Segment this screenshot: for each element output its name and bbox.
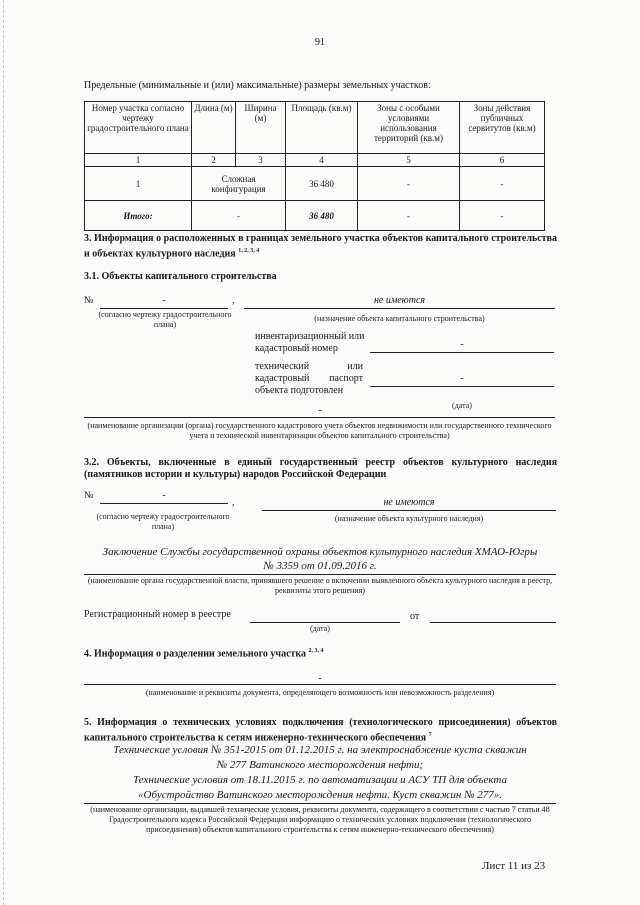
tech-passport-label: технический или кадастровый паспорт объекта подготовлен [255, 361, 363, 396]
comma: , [232, 295, 235, 306]
table-header: Зоны с особыми условиями использования территорий (кв.м) [358, 102, 460, 154]
table-cell: - [358, 167, 460, 201]
number-caption: (согласно чертежу градостроительного плана) [96, 512, 230, 531]
number-caption: (согласно чертежу градостроительного плана) [98, 310, 232, 329]
table-header: Зоны действия публичных сервитутов (кв.м) [460, 102, 545, 154]
division-line [84, 684, 556, 685]
division-field: - [318, 673, 322, 684]
table-header: Номер участка согласно чертежу градостроительного плана [85, 102, 192, 154]
registry-date-field [430, 622, 556, 623]
sheet-counter: Лист 11 из 23 [482, 860, 546, 872]
page-number: 91 [315, 37, 325, 48]
scan-edge [3, 0, 4, 905]
table-cell: Итого: [85, 201, 192, 231]
table-cell: - [460, 167, 545, 201]
decision-caption: (наименование органа государственной власти, принявшего решение о включении выявленного объекта культурного наследия в реестр, реквизиты этого решения) [87, 576, 553, 595]
table-cell: 36 480 [286, 167, 358, 201]
table-number-row [85, 154, 545, 167]
intro-text: Предельные (минимальные и (или) максимальные) размеры земельных участков: [84, 80, 431, 91]
tech-conditions-line-4: «Обустройство Ватинского месторождения нефти. Куст скважин № 277». [138, 789, 502, 801]
table-cell: 1 [85, 154, 192, 167]
decision-line-1: Заключение Службы государственной охраны объектов культурного наследия ХМАО-Югры [102, 546, 538, 558]
table-total-row [85, 201, 545, 231]
table-cell: - [460, 201, 545, 231]
table-header: Ширина (м) [236, 102, 286, 154]
decision-line [84, 574, 556, 575]
object-number-field: - [100, 295, 228, 309]
tech-conditions-line-2: № 277 Ватинского месторождения нефти; [216, 759, 424, 771]
date-caption: (дата) [310, 624, 330, 633]
tech-passport-field: - [370, 373, 554, 387]
section-3-title: 3. Информация о расположенных в границах земельного участка объектов капитального строительства и объектах культурного наследия $^{1, 2, 3, 4}$ [84, 233, 557, 260]
decision-line-2: № 3359 от 01.09.2016 г. [263, 560, 377, 572]
organization-caption: (наименование организации (органа) государственного кадастрового учета объектов недвижимости или государственного технического учета и технической инвентаризации объектов капитального строительства) [87, 421, 552, 440]
section-3-2-title: 3.2. Объекты, включенные в единый государственный реестр объектов культурного наследия (памятников истории и культуры) народов Российской Федерации [84, 457, 557, 480]
table-row [85, 167, 545, 201]
registry-label: Регистрационный номер в реестре [84, 609, 231, 620]
table-cell: 4 [286, 154, 358, 167]
table-cell: 5 [358, 154, 460, 167]
table-cell: - [192, 201, 286, 231]
purpose-caption: (назначение объекта капитального строительства) [314, 314, 485, 323]
registry-number-field [250, 622, 400, 623]
section-5-title: 5. Информация о технических условиях подключения (технологического присоединения) объектов капитального строительства к сетям инженерно-технического обеспечения $^7$ [84, 717, 557, 744]
tech-conditions-line-3: Технические условия от 18.11.2015 г. по автоматизации и АСУ ТП для объекта [133, 774, 507, 786]
date-caption: (дата) [452, 401, 472, 410]
division-caption: (наименование и реквизиты документа, определяющего возможность или невозможность разделения) [145, 688, 495, 697]
section-3-1-title: 3.1. Объекты капитального строительства [84, 271, 277, 282]
organization-field: - [318, 405, 322, 416]
number-label: № [84, 295, 94, 306]
table-cell: 2 [192, 154, 236, 167]
inventory-label: инвентаризационный или кадастровый номер [255, 331, 365, 354]
purpose-caption: (назначение объекта культурного наследия) [334, 514, 484, 523]
table-cell: 6 [460, 154, 545, 167]
comma: , [232, 497, 235, 508]
table-cell: Сложная конфигурация [192, 167, 286, 201]
table-header: Площадь (кв.м) [286, 102, 358, 154]
number-label: № [84, 490, 94, 501]
object-purpose-field: не имеются [244, 295, 555, 309]
inventory-field: - [370, 339, 554, 353]
heritage-purpose-field: не имеются [262, 497, 556, 511]
section-4-title: 4. Информация о разделении земельного участка $^{2, 3, 4}$ [84, 648, 324, 660]
tech-conditions-caption: (наименование организации, выдавшей технические условия, реквизиты документа, содержащего в соответствии с частью 7 статьи 48 Градостроительного кодекса Российской Федерации информацию о технических условиях подключения (технологического присоединения) объектов капитального строительства к сетям инженерно-технического обеспечения) [90, 805, 550, 834]
registry-from-label: от [410, 611, 420, 622]
table-header-row [85, 102, 545, 154]
heritage-number-field: - [100, 490, 228, 504]
table-cell: - [358, 201, 460, 231]
tech-conditions-line-1: Технические условия № 351-2015 от 01.12.2015 г. на электроснабжение куста скважин [113, 744, 527, 756]
table-header: Длина (м) [192, 102, 236, 154]
organization-line [84, 417, 555, 418]
tech-conditions-line [84, 803, 556, 804]
table-cell: 36 480 [286, 201, 358, 231]
table-cell: 1 [85, 167, 192, 201]
table-cell: 3 [236, 154, 286, 167]
plot-size-table [84, 101, 545, 231]
